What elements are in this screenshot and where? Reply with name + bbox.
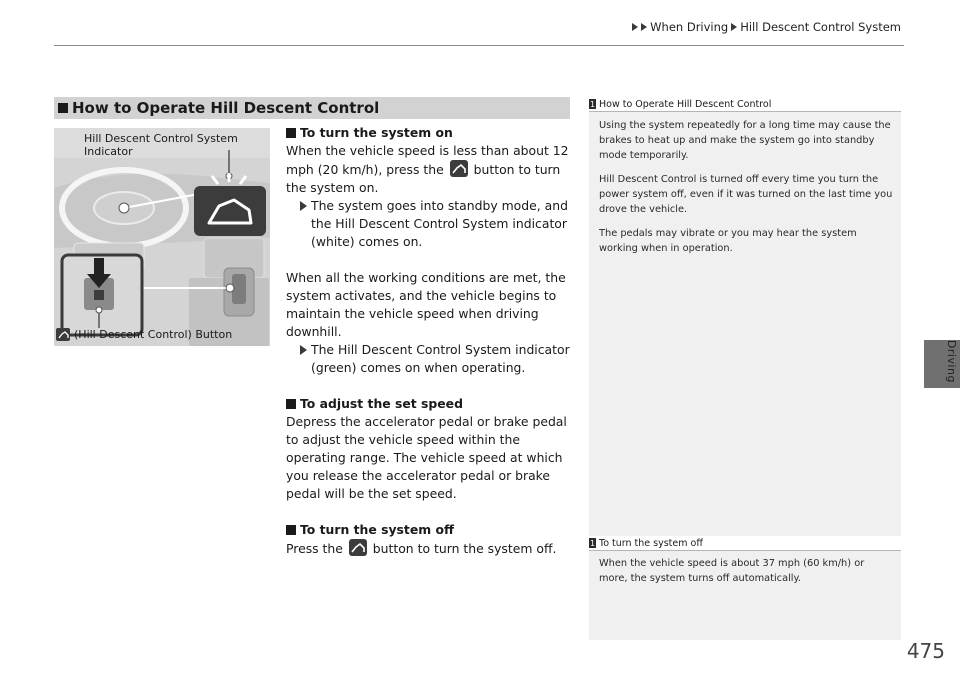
hill-descent-icon bbox=[349, 539, 367, 556]
subheading-turn-on bbox=[286, 124, 576, 142]
page-number: 475 bbox=[906, 639, 945, 663]
adjust-line4: you release the accelerator pedal or brake bbox=[286, 468, 551, 483]
note-paragraph: Hill Descent Control is turned off every time you turn the power system off, even if it was turned on the last time you drove the vehicle. bbox=[599, 174, 893, 215]
bullet-standby bbox=[286, 197, 576, 251]
spacer bbox=[286, 251, 576, 269]
bullet-line: the Hill Descent Control System indicator bbox=[311, 216, 567, 231]
note-paragraph: When the vehicle speed is about 37 mph (60 km/h) or more, the system turns off automatically. bbox=[599, 558, 865, 584]
adjust-line3: operating range. The vehicle speed at which bbox=[286, 450, 563, 465]
dashboard-illustration bbox=[54, 128, 270, 346]
bullet-text bbox=[311, 197, 568, 251]
text-span: mph (20 km/h), press the bbox=[286, 162, 444, 177]
para2-line3: maintain the vehicle speed when driving bbox=[286, 306, 539, 321]
bullet-line: The system goes into standby mode, and bbox=[311, 198, 568, 213]
note-body bbox=[599, 118, 895, 265]
square-bullet-icon bbox=[286, 399, 296, 409]
breadcrumb-arrow-icon bbox=[641, 23, 647, 31]
indicator-label bbox=[84, 132, 238, 158]
note-paragraph: The pedals may vibrate or you may hear the system working when in operation. bbox=[599, 228, 857, 254]
bullet-line: The Hill Descent Control System indicator bbox=[311, 342, 570, 357]
square-bullet-icon bbox=[286, 525, 296, 535]
subheading-text: To adjust the set speed bbox=[300, 396, 463, 411]
main-content bbox=[286, 124, 576, 558]
subheading-text: To turn the system off bbox=[300, 522, 455, 537]
turn-on-line1: When the vehicle speed is less than about 12 bbox=[286, 143, 569, 158]
arrow-bullet-icon bbox=[300, 345, 307, 355]
header-divider bbox=[54, 45, 904, 46]
note-heading bbox=[589, 536, 901, 551]
bullet-operating bbox=[286, 341, 576, 377]
arrow-bullet-icon bbox=[300, 201, 307, 211]
square-bullet-icon bbox=[58, 103, 68, 113]
breadcrumb-arrow-icon bbox=[632, 23, 638, 31]
breadcrumb-arrow-icon bbox=[731, 23, 737, 31]
breadcrumb-item-hill-descent[interactable]: Hill Descent Control System bbox=[740, 20, 901, 34]
notes-column bbox=[589, 97, 901, 640]
subheading-text: To turn the system on bbox=[300, 125, 453, 140]
button-label bbox=[56, 328, 232, 341]
chapter-label: Driving bbox=[945, 339, 958, 383]
hill-descent-icon bbox=[56, 328, 70, 341]
square-bullet-icon bbox=[286, 128, 296, 138]
text-span: button to turn the system off. bbox=[372, 541, 557, 556]
text-span: button to turn bbox=[473, 162, 561, 177]
bullet-text bbox=[311, 341, 570, 377]
spacer bbox=[286, 503, 576, 521]
bullet-line: (green) comes on when operating. bbox=[311, 360, 526, 375]
dashboard-drawing bbox=[54, 128, 270, 346]
section-title: How to Operate Hill Descent Control bbox=[72, 99, 380, 117]
bullet-line: (white) comes on. bbox=[311, 234, 423, 249]
spacer bbox=[286, 377, 576, 395]
adjust-line2: to adjust the vehicle speed within the bbox=[286, 432, 520, 447]
breadcrumb-item-when-driving[interactable]: When Driving bbox=[650, 20, 729, 34]
section-heading bbox=[54, 97, 570, 119]
breadcrumb bbox=[632, 20, 901, 34]
adjust-line1: Depress the accelerator pedal or brake pedal bbox=[286, 414, 567, 429]
note-tag-number: 1 bbox=[590, 99, 596, 109]
subheading-adjust bbox=[286, 395, 576, 413]
turn-off-line1 bbox=[286, 539, 576, 558]
button-label-text: (Hill Descent Control) Button bbox=[74, 328, 233, 341]
turn-on-line3: the system on. bbox=[286, 180, 379, 195]
hill-descent-icon bbox=[450, 160, 468, 177]
subheading-turn-off bbox=[286, 521, 576, 539]
indicator-label-line2: Indicator bbox=[84, 145, 133, 158]
note-title: To turn the system off bbox=[599, 537, 703, 549]
adjust-line5: pedal will be the set speed. bbox=[286, 486, 457, 501]
note-body bbox=[599, 556, 895, 595]
para2-line2: system activates, and the vehicle begins to bbox=[286, 288, 557, 303]
para2-line4: downhill. bbox=[286, 324, 342, 339]
text-span: Press the bbox=[286, 541, 343, 556]
note-heading bbox=[589, 97, 901, 112]
turn-on-line2 bbox=[286, 160, 576, 179]
indicator-label-line1: Hill Descent Control System bbox=[84, 132, 238, 145]
para2-line1: When all the working conditions are met, the bbox=[286, 270, 566, 285]
note-title: How to Operate Hill Descent Control bbox=[599, 98, 772, 110]
note-paragraph: Using the system repeatedly for a long time may cause the brakes to heat up and make the system go into standby mode temporarily. bbox=[599, 120, 891, 161]
note-tag-number: 1 bbox=[590, 538, 596, 548]
